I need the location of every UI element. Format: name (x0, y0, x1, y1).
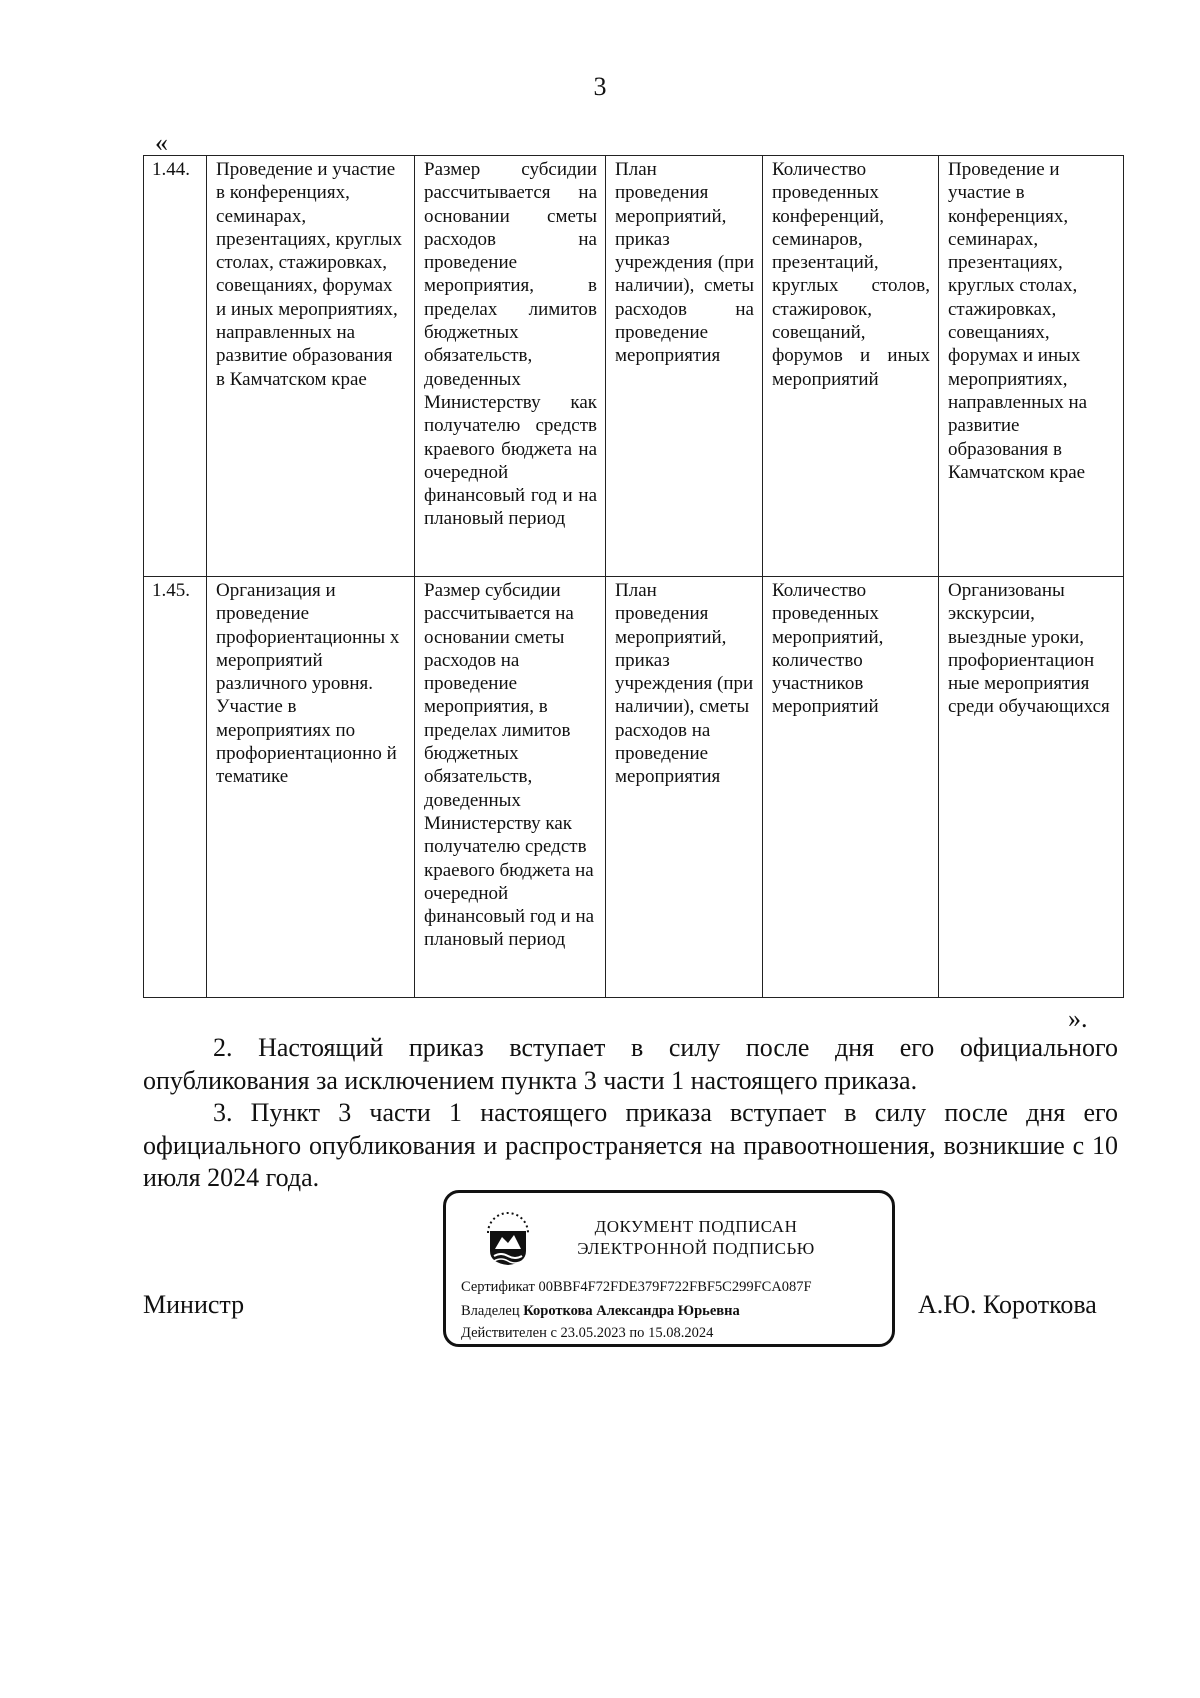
documents-cell: План проведения мероприятий, приказ учреждения (при наличии), сметы расходов на проведение мероприятия (606, 577, 763, 998)
paragraph-3-text: 3. Пункт 3 части 1 настоящего приказа вступает в силу после дня его официального опубликования и распространяется на правоотношения, возникшие с 10 июля 2024 года. (143, 1098, 1118, 1192)
valid-from-label: с (550, 1325, 557, 1341)
indicator-cell: Количество проведенных конференций, семинаров, презентаций, круглых столов, стажировок, совещаний, форумов и иных мероприятий (763, 156, 939, 577)
opening-quote: « (155, 128, 168, 157)
valid-from: 23.05.2023 (560, 1325, 626, 1341)
table-row (144, 156, 1124, 577)
owner-label: Владелец (461, 1303, 520, 1319)
certificate-label: Сертификат (461, 1279, 535, 1295)
signatory-name: А.Ю. Короткова (918, 1290, 1097, 1319)
stamp-heading-line2: ЭЛЕКТРОННОЙ ПОДПИСЬЮ (577, 1239, 815, 1258)
result-cell: Проведение и участие в конференциях, семинарах, презентациях, круглых столах, стажировках, совещаниях, форумах и иных мероприятиях, направленных на развитие образования в Камчатском крае (939, 156, 1124, 577)
indicator-cell: Количество проведенных мероприятий, количество участников мероприятий (763, 577, 939, 998)
valid-label: Действителен (461, 1325, 547, 1341)
certificate-value: 00BBF4F72FDE379F722FBF5C299FCA087F (538, 1279, 812, 1295)
paragraph-2 (143, 1032, 1118, 1097)
row-number: 1.45. (144, 577, 207, 998)
validity-line (461, 1325, 713, 1342)
event-cell: Проведение и участие в конференциях, семинарах, презентациях, круглых столах, стажировках, совещаниях, форумах и иных мероприятиях, направленных на развитие образования в Камчатском крае (207, 156, 415, 577)
stamp-heading-line1: ДОКУМЕНТ ПОДПИСАН (594, 1217, 798, 1236)
page-number: 3 (593, 72, 607, 101)
valid-to: 15.08.2024 (648, 1325, 714, 1341)
certificate-line (461, 1279, 812, 1296)
documents-cell: План проведения мероприятий, приказ учреждения (при наличии), сметы расходов на проведение мероприятия (606, 156, 763, 577)
paragraph-3 (143, 1097, 1118, 1195)
electronic-signature-stamp (443, 1190, 895, 1347)
row-number: 1.44. (144, 156, 207, 577)
owner-line (461, 1303, 740, 1320)
valid-to-label: по (629, 1325, 645, 1341)
closing-quote: ». (1068, 1004, 1088, 1033)
event-cell: Организация и проведение профориентационны х мероприятий различного уровня. Участие в мероприятиях по профориентационно й тематике (207, 577, 415, 998)
result-cell: Организованы экскурсии, выездные уроки, профориентацион ные мероприятия среди обучающихся (939, 577, 1124, 998)
owner-value: Короткова Александра Юрьевна (523, 1303, 740, 1319)
paragraph-2-text: 2. Настоящий приказ вступает в силу после дня его официального опубликования за исключением пункта 3 части 1 настоящего приказа. (143, 1033, 1118, 1095)
calculation-cell: Размер субсидии рассчитывается на основании сметы расходов на проведение мероприятия, в пределах лимитов бюджетных обязательств, доведенных Министерству как получателю средств краевого бюджета на очередной финансовый год и на плановый период (415, 156, 606, 577)
table-row (144, 577, 1124, 998)
signatory-title: Министр (143, 1290, 245, 1319)
calculation-cell: Размер субсидии рассчитывается на основании сметы расходов на проведение мероприятия, в пределах лимитов бюджетных обязательств, доведенных Министерству как получателю средств краевого бюджета на очередной финансовый год и на плановый период (415, 577, 606, 998)
kamchatka-emblem-icon (482, 1211, 534, 1267)
measures-table (143, 155, 1124, 998)
